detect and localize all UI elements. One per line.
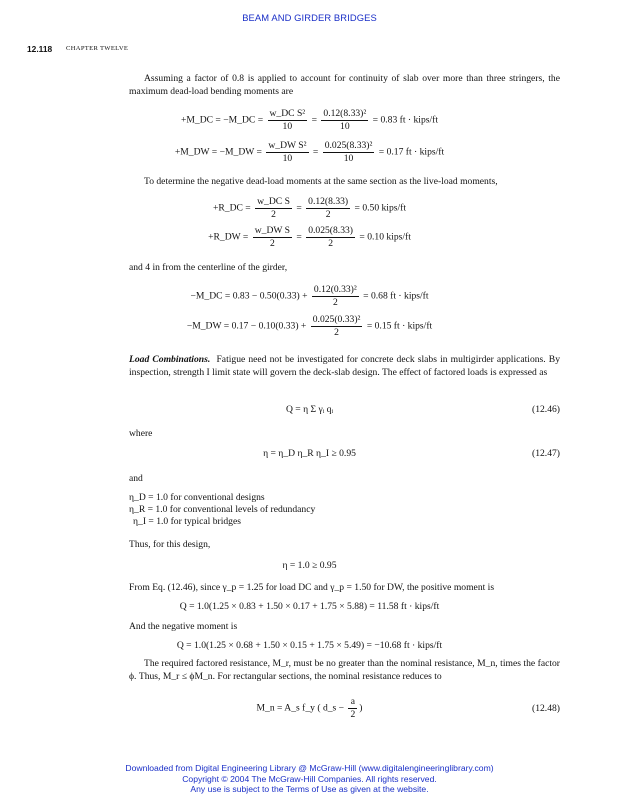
definition-eta-d: η_D = 1.0 for conventional designs bbox=[129, 492, 265, 503]
definition-eta-i: η_I = 1.0 for typical bridges bbox=[133, 516, 241, 527]
equation-number-12-48: (12.48) bbox=[532, 703, 560, 714]
paragraph-3: and 4 in from the centerline of the girder, bbox=[129, 262, 288, 273]
equation-1: +M_DC = −M_DC = $\frac{\text{w\_DC S²}}{10}$ = $\frac{\text{0.12(8.33)²}}{10}$ = 0.83 ft · kips/ft bbox=[180, 108, 439, 132]
eq5-rhs: = 0.68 ft · kips/ft bbox=[363, 290, 429, 302]
eq2-frac-b: $\frac{\text{0.025(8.33)²}}{10}$ bbox=[324, 140, 373, 164]
paragraph-4-text: Fatigue need not be investigated for concrete deck slabs in multigirder applications. By inspection, strength I limit state will govern the deck-slab design. The effect of factored loads is expressed as bbox=[129, 354, 561, 378]
paragraph-5: Thus, for this design, bbox=[129, 539, 211, 550]
eq6-frac: $\frac{\text{0.025(0.33)²}}{2}$ bbox=[312, 314, 361, 338]
eq3-frac-a: $\frac{\text{w\_DC S}}{2}$ bbox=[257, 196, 290, 220]
eq1-rhs: = 0.83 ft · kips/ft bbox=[372, 114, 439, 126]
eq2-lhs: +M_DW = −M_DW = bbox=[174, 146, 265, 158]
eq12-frac: $\frac{a}{2}$ bbox=[350, 696, 356, 720]
eq2-frac-a: $\frac{\text{w\_DW S²}}{10}$ bbox=[268, 140, 307, 164]
paragraph-load-combinations bbox=[129, 354, 560, 379]
equation-3: +R_DC = $\frac{\text{w\_DC S}}{2}$ = $\frac{0.12(8.33)}{2}$ = 0.50 kips/ft bbox=[212, 196, 407, 220]
chapter-label: CHAPTER TWELVE bbox=[66, 45, 129, 52]
section-heading: Load Combinations. bbox=[129, 354, 211, 365]
eq1-frac-b: $\frac{\text{0.12(8.33)²}}{10}$ bbox=[323, 108, 367, 132]
footer-terms[interactable]: Any use is subject to the Terms of Use as given at the website. bbox=[190, 784, 429, 795]
eq5-lhs: −M_DC = 0.83 − 0.50(0.33) + bbox=[190, 290, 310, 302]
where-label: where bbox=[129, 428, 153, 439]
eq3-frac-b: $\frac{0.12(8.33)}{2}$ bbox=[308, 196, 349, 220]
eq4-frac-a: $\frac{\text{w\_DW S}}{2}$ bbox=[254, 225, 290, 249]
equation-negative-moment: Q = 1.0(1.25 × 0.68 + 1.50 × 0.15 + 1.75 × 5.49) = −10.68 ft · kips/ft bbox=[176, 640, 443, 651]
paragraph-8: The required factored resistance, M_r, must be no greater than the nominal resistance, M_n, times the factor ϕ. Thus, M_r ≤ ϕM_n. For rectangular sections, the nominal resistance reduces to bbox=[129, 658, 560, 682]
footer bbox=[0, 763, 619, 795]
paragraph-2: To determine the negative dead-load moments at the same section as the live-load moments, bbox=[144, 176, 498, 187]
equation-2: +M_DW = −M_DW = $\frac{\text{w\_DW S²}}{10}$ = $\frac{\text{0.025(8.33)²}}{10}$ = 0.17 ft · kips/ft bbox=[174, 140, 445, 164]
equation-12-46: Q = η Σ γᵢ qᵢ bbox=[285, 404, 334, 415]
equation-6 bbox=[0, 314, 619, 339]
footer-copyright: Copyright © 2004 The McGraw-Hill Companies. All rights reserved. bbox=[182, 773, 437, 784]
running-head: BEAM AND GIRDER BRIDGES bbox=[242, 12, 377, 23]
paragraph-1: Assuming a factor of 0.8 is applied to account for continuity of slab over more than three stringers, the maximum dead-load bending moments are bbox=[129, 73, 560, 97]
definition-eta-r: η_R = 1.0 for conventional levels of redundancy bbox=[129, 504, 316, 515]
eq3-lhs: +R_DC = bbox=[212, 202, 254, 214]
equation-12-47: η = η_D η_R η_I ≥ 0.95 bbox=[263, 448, 356, 459]
equation-5 bbox=[0, 284, 619, 309]
eq6-lhs: −M_DW = 0.17 − 0.10(0.33) + bbox=[186, 320, 309, 332]
paragraph-7: And the negative moment is bbox=[129, 621, 238, 632]
eq12-lhs: M_n = A_s f_y ( d_s − bbox=[256, 702, 347, 714]
eq2-rhs: = 0.17 ft · kips/ft bbox=[378, 146, 445, 158]
eq6-rhs: = 0.15 ft · kips/ft bbox=[366, 320, 433, 332]
eq1-frac-a: $\frac{\text{w\_DC S²}}{10}$ bbox=[269, 108, 306, 132]
equation-positive-moment: Q = 1.0(1.25 × 0.83 + 1.50 × 0.17 + 1.75 × 5.88) = 11.58 ft · kips/ft bbox=[179, 601, 440, 612]
equation-number-12-47: (12.47) bbox=[532, 448, 560, 459]
eq1-lhs: +M_DC = −M_DC = bbox=[180, 114, 266, 126]
eq5-frac: $\frac{\text{0.12(0.33)²}}{2}$ bbox=[313, 284, 357, 308]
and-label: and bbox=[129, 473, 143, 484]
equation-4: +R_DW = $\frac{\text{w\_DW S}}{2}$ = $\frac{0.025(8.33)}{2}$ = 0.10 kips/ft bbox=[208, 225, 411, 249]
equation-number-12-46: (12.46) bbox=[532, 404, 560, 415]
eq4-lhs: +R_DW = bbox=[208, 231, 251, 243]
eq4-frac-b: $\frac{0.025(8.33)}{2}$ bbox=[308, 225, 353, 249]
footer-download-link[interactable]: Downloaded from Digital Engineering Library @ McGraw-Hill (www.digitalengineeringlibrary.com) bbox=[125, 763, 494, 773]
equation-eta-value: η = 1.0 ≥ 0.95 bbox=[282, 560, 337, 571]
eq3-rhs: = 0.50 kips/ft bbox=[354, 202, 407, 214]
eq4-rhs: = 0.10 kips/ft bbox=[359, 231, 411, 243]
paragraph-6: From Eq. (12.46), since γ_p = 1.25 for load DC and γ_p = 1.50 for DW, the positive moment is bbox=[129, 582, 495, 593]
page-number: 12.118 bbox=[27, 44, 53, 54]
eq12-rhs: ) bbox=[359, 702, 363, 714]
